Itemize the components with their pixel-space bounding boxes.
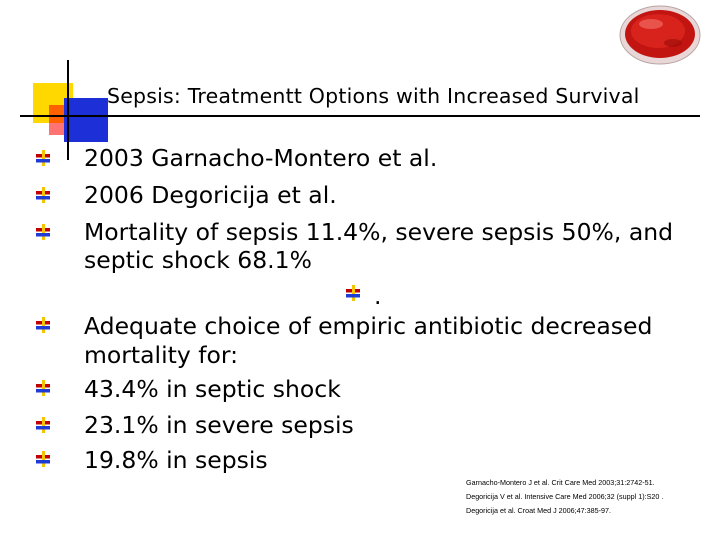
bullet-marker-icon [36,150,50,166]
bullet-marker-icon [36,317,50,333]
bullet-marker-icon [36,187,50,203]
bullet-marker-icon [36,451,50,467]
petri-dish-icon [618,4,702,66]
reference-item: Garnacho-Montero J et al. Crit Care Med 2003;31:2742-51. [466,478,655,487]
bullet-marker-icon [36,417,50,433]
bullet-text: 2003 Garnacho-Montero et al. [84,144,438,172]
bullet-text: 43.4% in septic shock [84,375,341,403]
slide-title: Sepsis: Treatmentt Options with Increased Survival [107,84,640,108]
decor-vertical-line [67,60,69,160]
decor-horizontal-line [20,115,700,117]
bullet-marker-icon [36,224,50,240]
reference-item: Degoricija V et al. Intensive Care Med 2006;32 (suppl 1):S20 . [466,492,664,501]
reference-item: Degoricija et al. Croat Med J 2006;47:385-97. [466,506,612,515]
bullet-text-line2: septic shock 68.1% [84,246,312,274]
bullet-marker-icon [36,380,50,396]
decor-blue-square [64,98,108,142]
bullet-text-line1: Adequate choice of empiric antibiotic decreased [84,312,653,340]
bullet-text: 23.1% in severe sepsis [84,411,354,439]
bullet-text: 2006 Degoricija et al. [84,181,337,209]
bullet-text: 19.8% in sepsis [84,446,268,474]
bullet-text: . [374,282,382,310]
bullet-text-line1: Mortality of sepsis 11.4%, severe sepsis 50%, and [84,218,674,246]
bullet-marker-icon [346,285,360,301]
references [466,476,663,518]
bullet-text-line2: mortality for: [84,341,239,369]
